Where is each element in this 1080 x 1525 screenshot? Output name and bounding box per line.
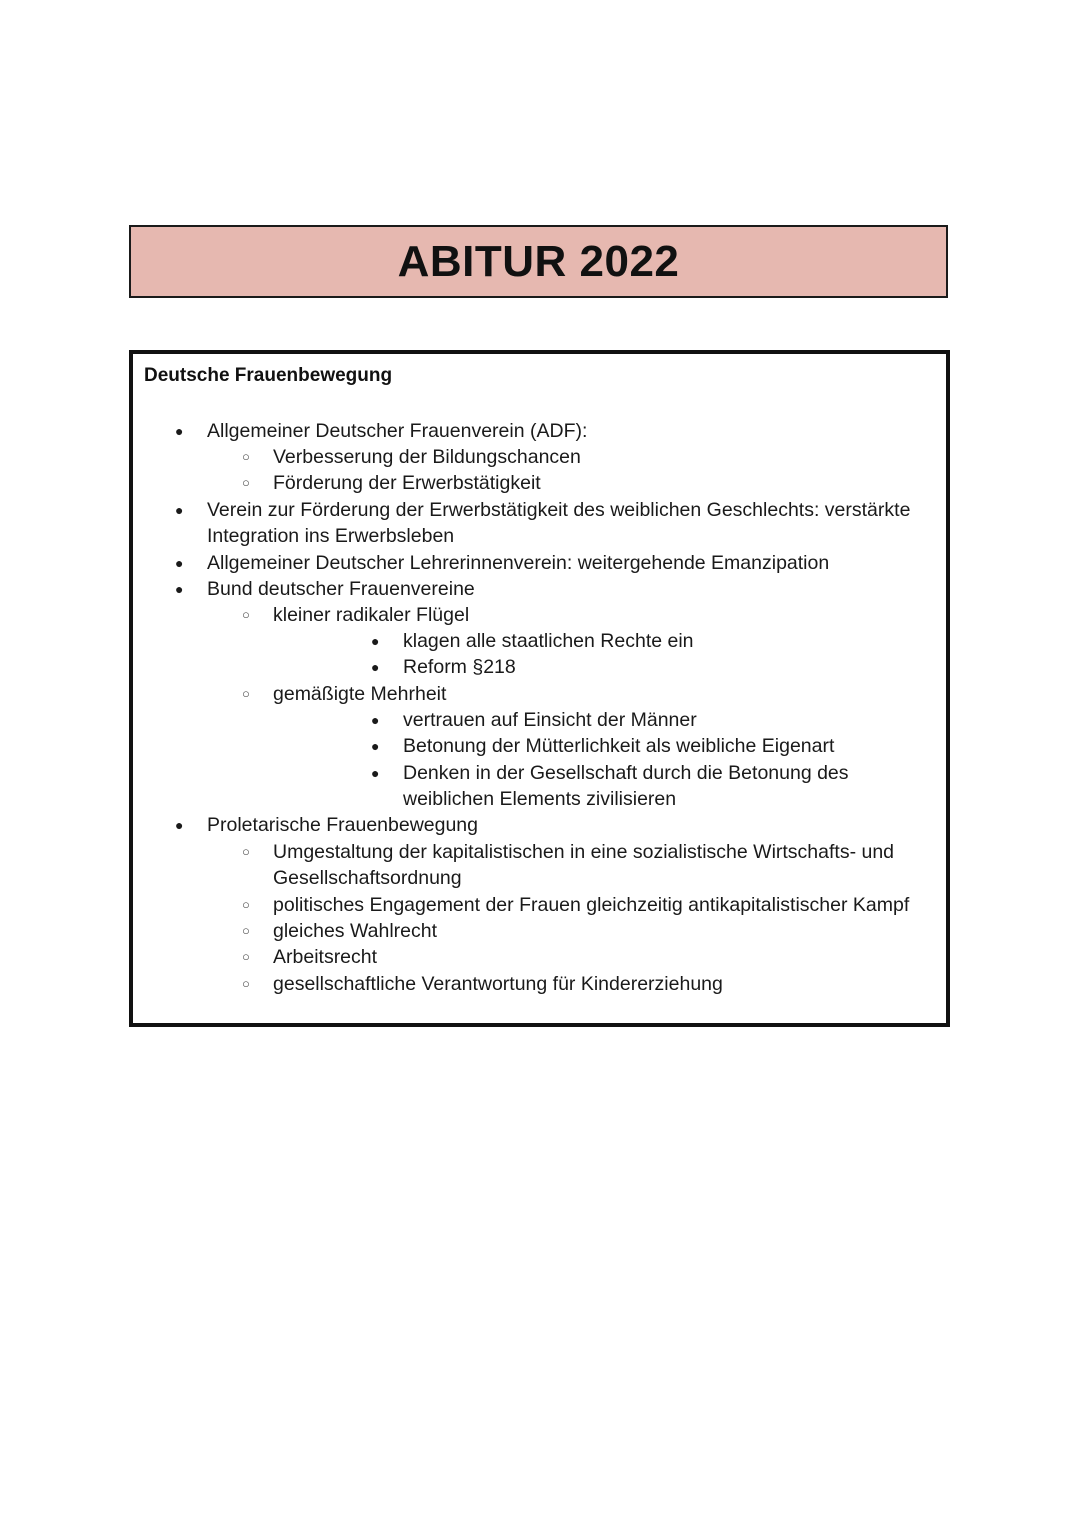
list-item: gesellschaftliche Verantwortung für Kindererziehung <box>273 973 723 995</box>
list-item: Förderung der Erwerbstätigkeit <box>273 472 541 494</box>
bullet-icon: ● <box>371 712 380 728</box>
bullet-icon: ● <box>175 555 184 571</box>
list-item: Allgemeiner Deutscher Lehrerinnenverein: weitergehende Emanzipation <box>207 552 830 574</box>
list-item: Allgemeiner Deutscher Frauenverein (ADF): <box>207 420 588 442</box>
bullet-icon: ● <box>175 423 184 439</box>
bullet-icon: ● <box>371 659 380 675</box>
list-item: Reform §218 <box>403 656 516 678</box>
list-item: klagen alle staatlichen Rechte ein <box>403 630 694 652</box>
list-item: politisches Engagement der Frauen gleichzeitig antikapitalistischer Kampf <box>273 894 910 916</box>
circle-bullet-icon: ○ <box>242 923 250 938</box>
list-item-continuation: Gesellschaftsordnung <box>273 867 462 889</box>
list-item: Verein zur Förderung der Erwerbstätigkeit des weiblichen Geschlechts: verstärkte <box>207 499 911 521</box>
circle-bullet-icon: ○ <box>242 449 250 464</box>
bullet-icon: ● <box>371 633 380 649</box>
list-item-continuation: weiblichen Elements zivilisieren <box>403 788 677 810</box>
title-box <box>129 225 948 298</box>
circle-bullet-icon: ○ <box>242 607 250 622</box>
list-item-continuation: Integration ins Erwerbsleben <box>207 525 455 547</box>
list-item: Proletarische Frauenbewegung <box>207 814 479 836</box>
bullet-icon: ● <box>371 738 380 754</box>
list-item: gleiches Wahlrecht <box>273 920 438 942</box>
content-box <box>129 350 950 1027</box>
list-item: Denken in der Gesellschaft durch die Betonung des <box>403 762 849 784</box>
list-item: Verbesserung der Bildungschancen <box>273 446 581 468</box>
bullet-icon: ● <box>175 581 184 597</box>
section-heading: Deutsche Frauenbewegung <box>144 365 393 386</box>
circle-bullet-icon: ○ <box>242 475 250 490</box>
circle-bullet-icon: ○ <box>242 686 250 701</box>
circle-bullet-icon: ○ <box>242 976 250 991</box>
list-item: Bund deutscher Frauenvereine <box>207 578 475 600</box>
bullet-icon: ● <box>371 765 380 781</box>
list-item: vertrauen auf Einsicht der Männer <box>403 709 697 731</box>
list-item: kleiner radikaler Flügel <box>273 604 470 626</box>
page-title: ABITUR 2022 <box>397 236 680 286</box>
list-item: gemäßigte Mehrheit <box>273 683 447 705</box>
bullet-icon: ● <box>175 817 184 833</box>
list-item: Umgestaltung der kapitalistischen in eine sozialistische Wirtschafts- und <box>273 841 895 863</box>
circle-bullet-icon: ○ <box>242 844 250 859</box>
circle-bullet-icon: ○ <box>242 949 250 964</box>
circle-bullet-icon: ○ <box>242 897 250 912</box>
bullet-icon: ● <box>175 502 184 518</box>
list-item: Betonung der Mütterlichkeit als weibliche Eigenart <box>403 735 835 757</box>
list-item: Arbeitsrecht <box>273 946 378 968</box>
